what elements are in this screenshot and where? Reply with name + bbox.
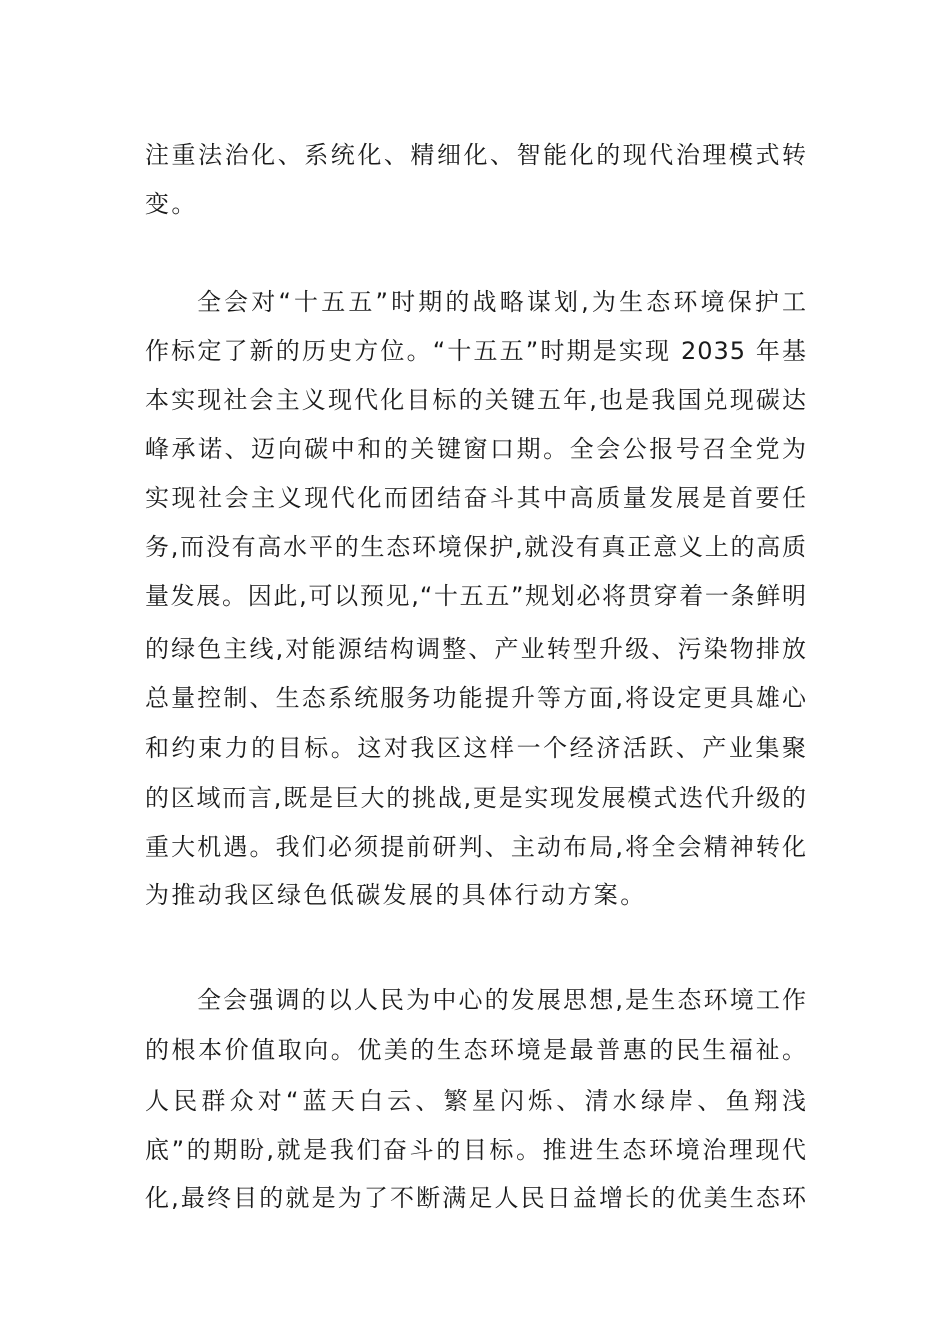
text-line: 底”的期盼,就是我们奋斗的目标。推进生态环境治理现代 xyxy=(145,1136,807,1164)
text-line: 实现社会主义现代化而团结奋斗其中高质量发展是首要任 xyxy=(145,484,807,512)
text-line: 的区域而言,既是巨大的挑战,更是实现发展模式迭代升级的 xyxy=(145,784,807,812)
text-line: 总量控制、生态系统服务功能提升等方面,将设定更具雄心 xyxy=(145,684,807,712)
text-line: 人民群众对“蓝天白云、繁星闪烁、清水绿岸、鱼翔浅 xyxy=(145,1087,807,1115)
text-line: 全会强调的以人民为中心的发展思想,是生态环境工作 xyxy=(197,986,807,1014)
text-line: 全会对“十五五”时期的战略谋划,为生态环境保护工 xyxy=(197,288,807,316)
text-line: 为推动我区绿色低碳发展的具体行动方案。 xyxy=(145,881,647,909)
text-line: 务,而没有高水平的生态环境保护,就没有真正意义上的高质 xyxy=(145,533,807,561)
text-line: 峰承诺、迈向碳中和的关键窗口期。全会公报号召全党为 xyxy=(145,435,807,463)
text-line: 变。 xyxy=(145,190,198,218)
text-line: 化,最终目的就是为了不断满足人民日益增长的优美生态环 xyxy=(145,1184,807,1212)
text-line: 和约束力的目标。这对我区这样一个经济活跃、产业集聚 xyxy=(145,734,807,762)
text-line: 量发展。因此,可以预见,“十五五”规划必将贯穿着一条鲜明 xyxy=(145,582,807,610)
text-line: 注重法治化、系统化、精细化、智能化的现代治理模式转 xyxy=(145,141,807,169)
text-line: 重大机遇。我们必须提前研判、主动布局,将全会精神转化 xyxy=(145,833,807,861)
text-line: 的绿色主线,对能源结构调整、产业转型升级、污染物排放 xyxy=(145,635,807,663)
text-line: 本实现社会主义现代化目标的关键五年,也是我国兑现碳达 xyxy=(145,386,807,414)
text-line: 作标定了新的历史方位。“十五五”时期是实现 2035 年基 xyxy=(145,337,807,365)
text-line: 的根本价值取向。优美的生态环境是最普惠的民生福祉。 xyxy=(145,1036,807,1064)
